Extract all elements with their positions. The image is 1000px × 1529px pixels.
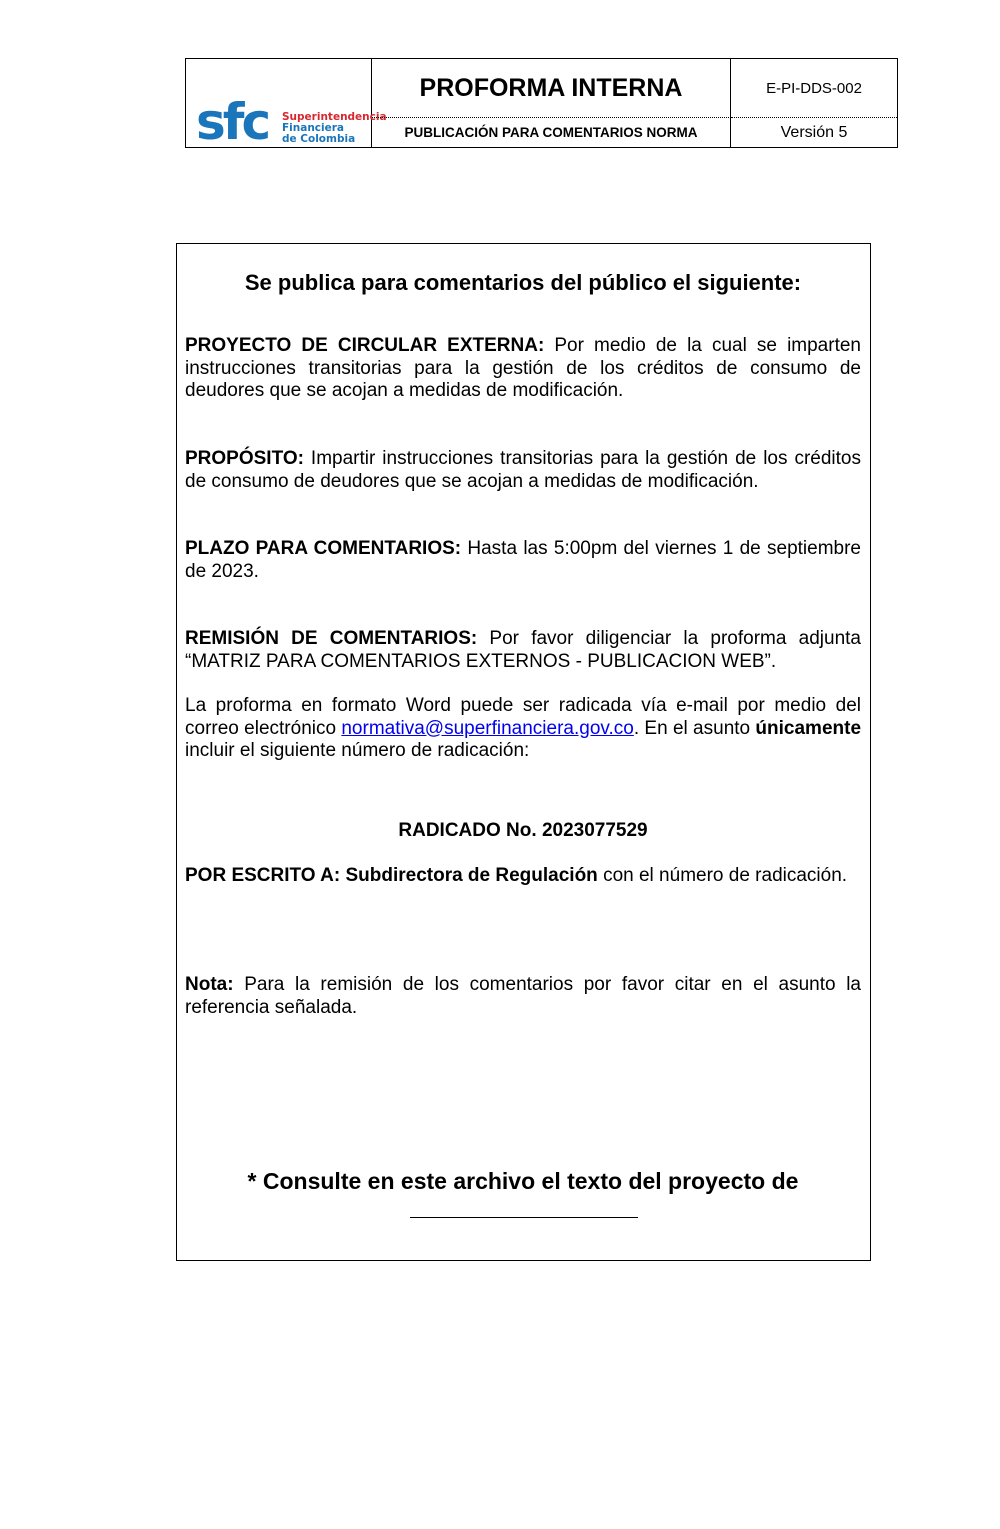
form-code: E-PI-DDS-002: [766, 79, 862, 97]
form-title: PROFORMA INTERNA: [372, 59, 731, 117]
proforma-word-text-middle: . En el asunto: [633, 717, 756, 739]
plazo-text: Hasta las 5:00pm del viernes 1 de septiembre de 2023.: [185, 538, 861, 582]
proforma-word-text-before: La proforma en formato Word puede ser radicada vía e-mail por medio del correo electrónico: [185, 695, 861, 739]
nota-text: Para la remisión de los comentarios por favor citar en el asunto la referencia señalada.: [185, 974, 861, 1018]
por-escrito-label: POR ESCRITO A: Subdirectora de Regulación: [185, 865, 598, 886]
sfc-logo: [194, 91, 387, 151]
remision-paragraph: [185, 628, 861, 673]
proforma-word-text-after: incluir el siguiente número de radicación:: [185, 740, 530, 761]
por-escrito-paragraph: [185, 865, 861, 888]
logo-line-3: de Colombia: [282, 133, 356, 145]
remision-label: REMISIÓN DE COMENTARIOS:: [185, 628, 478, 649]
proposito-paragraph: [185, 448, 861, 493]
form-subtitle: PUBLICACIÓN PARA COMENTARIOS NORMA: [372, 117, 731, 147]
remision-text: Por favor diligenciar la proforma adjunta “MATRIZ PARA COMENTARIOS EXTERNOS - PUBLICACION WEB”.: [185, 628, 861, 672]
proyecto-label: PROYECTO DE CIRCULAR EXTERNA:: [185, 335, 545, 356]
proyecto-paragraph: [185, 335, 861, 403]
signature-rule: [410, 1217, 638, 1218]
publication-heading: Se publica para comentarios del público el siguiente:: [244, 270, 802, 295]
por-escrito-text: con el número de radicación.: [597, 865, 848, 886]
unicamente-emphasis: únicamente: [755, 717, 862, 739]
nota-paragraph: [185, 974, 861, 1019]
logo-line-2: Financiera: [282, 122, 345, 134]
plazo-paragraph: [185, 538, 861, 583]
proposito-label: PROPÓSITO:: [185, 448, 304, 469]
logo-line-1: Superintendencia: [282, 111, 387, 123]
document-header: [185, 58, 898, 151]
proposito-text: Impartir instrucciones transitorias para la gestión de los créditos de consumo de deudores que se acojan a medidas de modificación.: [185, 448, 861, 492]
svg-text:sfc: sfc: [196, 93, 269, 151]
proyecto-text: Por medio de la cual se imparten instrucciones transitorias para la gestión de los créditos de consumo de deudores que se acojan a medidas de modificación.: [185, 335, 861, 401]
consulte-text: * Consulte en este archivo el texto del proyecto de: [247, 1168, 799, 1194]
form-version: Versión 5: [731, 117, 897, 147]
proforma-word-paragraph: [185, 695, 861, 763]
logo-cell: [186, 59, 387, 151]
radicado-number: RADICADO No. 2023077529: [398, 820, 648, 841]
nota-label: Nota:: [185, 974, 234, 995]
email-link[interactable]: normativa@superfinanciera.gov.co: [341, 717, 634, 739]
plazo-label: PLAZO PARA COMENTARIOS:: [185, 538, 462, 559]
